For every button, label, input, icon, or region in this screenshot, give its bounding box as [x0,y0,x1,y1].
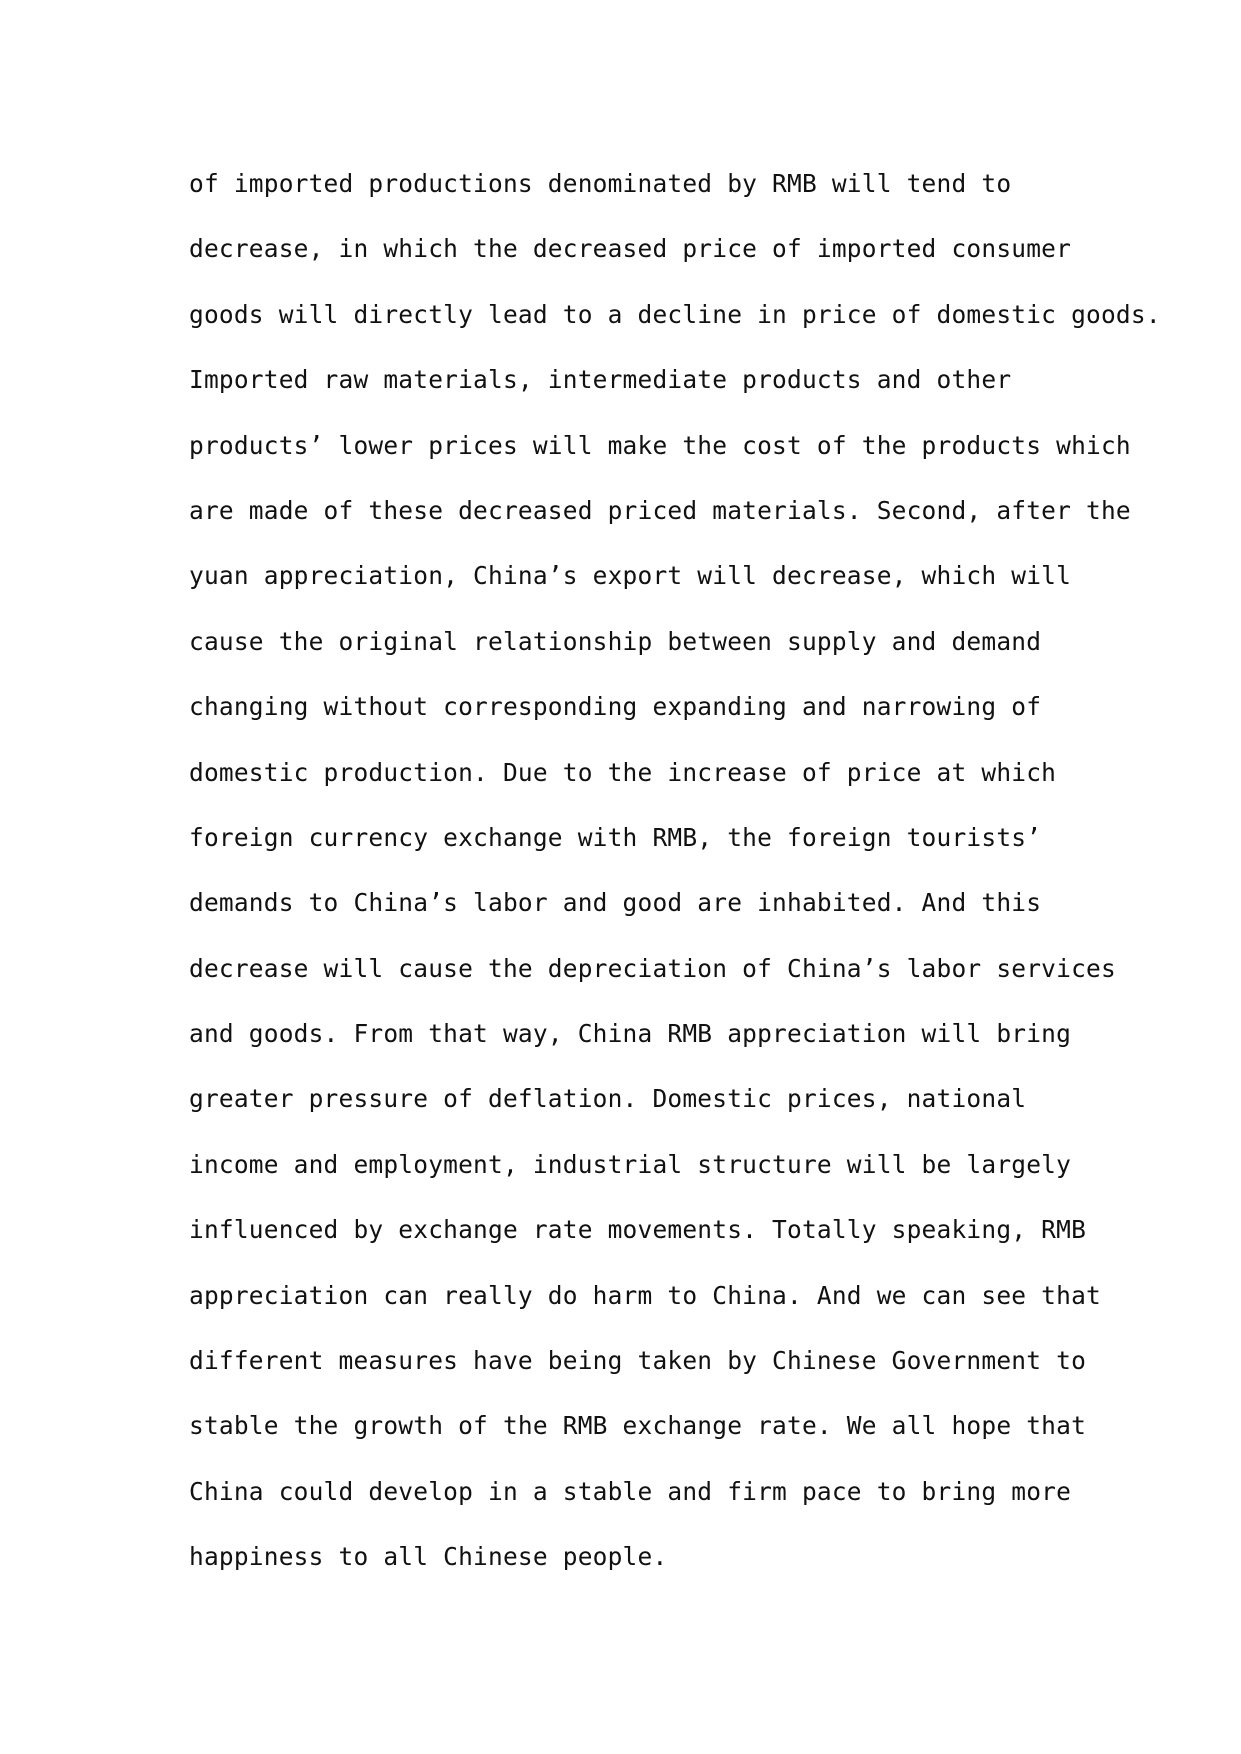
text-line: influenced by exchange rate movements. Totally speaking, RMB [189,1215,1087,1245]
text-line: decrease, in which the decreased price of imported consumer [189,234,1072,264]
text-line: China could develop in a stable and firm pace to bring more [189,1476,1072,1506]
text-line: products’ lower prices will make the cost of the products which [189,430,1131,460]
text-line: income and employment, industrial structure will be largely [189,1149,1072,1179]
text-line: different measures have being taken by Chinese Government to [189,1346,1087,1376]
text-line: domestic production. Due to the increase of price at which [189,757,1057,787]
text-line: appreciation can really do harm to China. And we can see that [189,1280,1101,1310]
text-line: demands to China’s labor and good are inhabited. And this [189,888,1042,918]
text-line: and goods. From that way, China RMB appreciation will bring [189,1019,1072,1049]
text-line: goods will directly lead to a decline in price of domestic goods. [189,299,1161,329]
text-line: cause the original relationship between supply and demand [189,626,1042,656]
text-line: decrease will cause the depreciation of China’s labor services [189,953,1116,983]
text-line: yuan appreciation, China’s export will decrease, which will [189,561,1072,591]
text-line: are made of these decreased priced materials. Second, after the [189,495,1131,525]
text-line: Imported raw materials, intermediate products and other [189,365,1012,395]
body-text [189,151,1161,1590]
text-line: happiness to all Chinese people. [189,1542,668,1572]
text-line: foreign currency exchange with RMB, the foreign tourists’ [189,822,1042,852]
text-line: greater pressure of deflation. Domestic prices, national [189,1084,1027,1114]
text-line: of imported productions denominated by RMB will tend to [189,169,1012,198]
text-line: stable the growth of the RMB exchange rate. We all hope that [189,1411,1087,1441]
text-line: changing without corresponding expanding and narrowing of [189,692,1042,722]
